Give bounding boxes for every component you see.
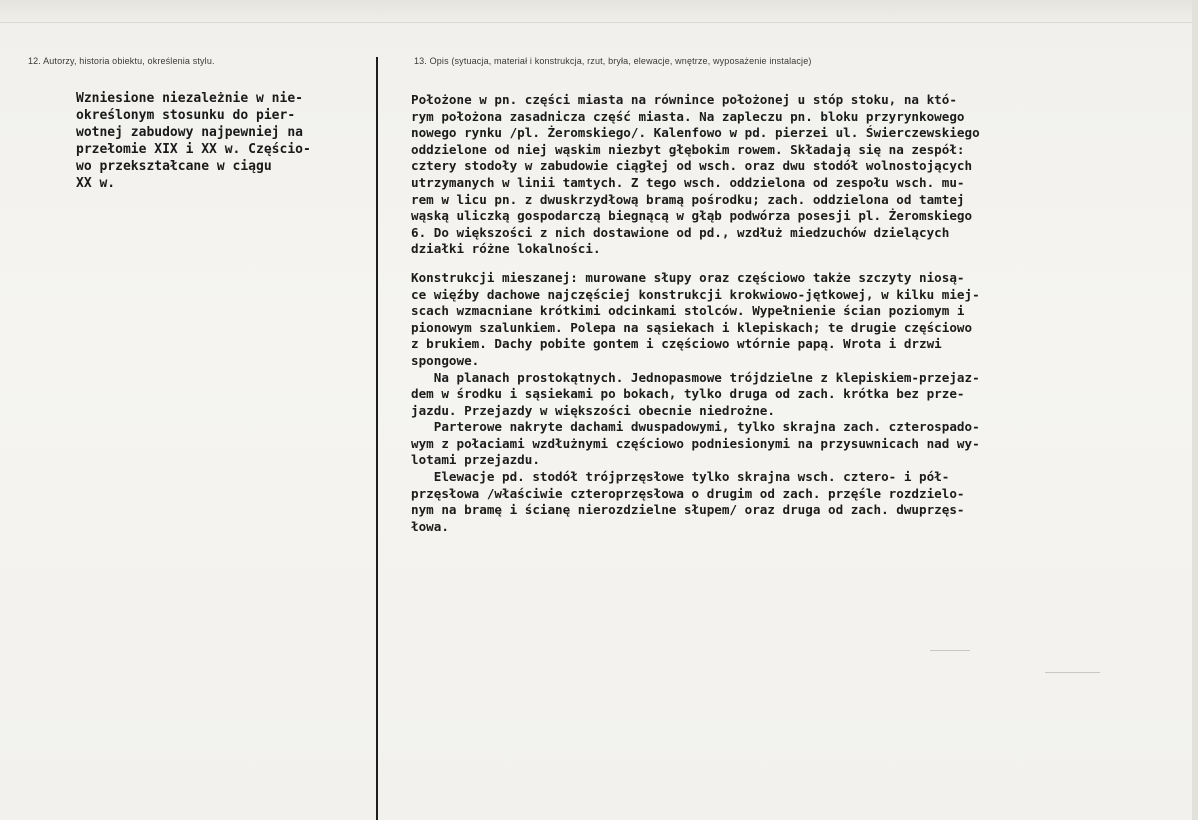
text-line: Parterowe nakryte dachami dwuspadowymi, tylko skrajna zach. czterospado- xyxy=(411,419,980,435)
text-line: wotnej zabudowy najpewniej na xyxy=(76,125,303,140)
text-line: wąską uliczką gospodarczą biegnącą w głąb podwórza posesji pl. Żeromskiego xyxy=(411,208,973,224)
text-line: wym z połaciami wzdłużnymi częściowo podniesionymi na przysuwnicach nad wy- xyxy=(411,435,980,451)
text-line: cztery stodoły w zabudowie ciągłej od wsch. oraz dwu stodół wolnostojących xyxy=(411,158,973,174)
text-line: przełomie XIX i XX w. Częścio- xyxy=(76,142,311,157)
column-divider xyxy=(376,57,378,820)
text-line: z brukiem. Dachy pobite gontem i częściowo wtórnie papą. Wrota i drzwi xyxy=(411,336,942,352)
text-line: Wzniesione niezależnie w nie- xyxy=(76,91,303,106)
paper-mark xyxy=(1045,672,1100,673)
text-line: oddzielone od niej wąskim niezbyt głębokim rowem. Składają się na zespół: xyxy=(411,141,965,157)
text-line: Konstrukcji mieszanej: murowane słupy oraz częściowo także szczyty niosą- xyxy=(411,269,965,285)
text-line: przęsłowa /właściwie czteroprzęsłowa o drugim od zach. przęśle rozdzielo- xyxy=(411,485,965,501)
text-line: XX w. xyxy=(76,176,116,191)
text-line: Na planach prostokątnych. Jednopasmowe trójdzielne z klepiskiem-przejaz- xyxy=(411,369,980,385)
text-line: dem w środku i sąsiekami po bokach, tylko druga od zach. krótka bez prze- xyxy=(411,386,965,402)
text-line: Elewacje pd. stodół trójprzęsłowe tylko skrajna wsch. cztero- i pół- xyxy=(411,469,950,485)
paper-mark xyxy=(930,650,970,651)
page-edge xyxy=(1192,0,1198,820)
page-fold xyxy=(0,0,1198,23)
text-line: nym na bramę i ścianę nierozdzielne słupem/ oraz druga od zach. dwuprzęs- xyxy=(411,502,965,518)
text-line: wo przekształcane w ciągu xyxy=(76,159,272,174)
text-line: 6. Do większości z nich dostawione od pd., wzdłuż miedzuchów dzielących xyxy=(411,224,950,240)
text-line: jazdu. Przejazdy w większości obecnie niedrożne. xyxy=(411,402,775,418)
text-line: określonym stosunku do pier- xyxy=(76,108,296,123)
text-line: utrzymanych w linii tamtych. Z tego wsch. oddzielona od zespołu wsch. mu- xyxy=(411,174,965,190)
text-line: rem w licu pn. z dwuskrzydłową bramą pośrodku; zach. oddzielona od tamtej xyxy=(411,191,965,207)
paragraph-gap xyxy=(411,258,1161,270)
text-line: pionowym szalunkiem. Polepa na sąsiekach i klepiskach; te drugie częściowo xyxy=(411,319,973,335)
text-line: Położone w pn. części miasta na równince położonej u stóp stoku, na któ- xyxy=(411,92,957,107)
text-line: rym położona zasadnicza część miasta. Na zapleczu pn. bloku przyrynkowego xyxy=(411,108,965,124)
text-line: spongowe. xyxy=(411,352,480,368)
text-line: nowego rynku /pl. Żeromskiego/. Kalenfowo w pd. pierzei ul. Świerczewskiego xyxy=(411,125,980,141)
section-12-text xyxy=(76,90,374,192)
text-line: lotami przejazdu. xyxy=(411,452,540,468)
text-line: działki różne lokalności. xyxy=(411,241,601,257)
section-13-header: 13. Opis (sytuacja, materiał i konstrukcja, rzut, bryła, elewacje, wnętrze, wyposażenie instalacje) xyxy=(414,56,812,66)
text-line: łowa. xyxy=(411,518,449,534)
text-line: scach wzmacniane krótkimi odcinkami stolców. Wypełnienie ścian poziomym i xyxy=(411,303,965,319)
text-line: ce więźby dachowe najczęściej konstrukcji krokwiowo-jętkowej, w kilku miej- xyxy=(411,286,980,302)
section-12-header: 12. Autorzy, historia obiektu, określenia stylu. xyxy=(28,56,215,66)
section-13-text xyxy=(411,92,1161,535)
